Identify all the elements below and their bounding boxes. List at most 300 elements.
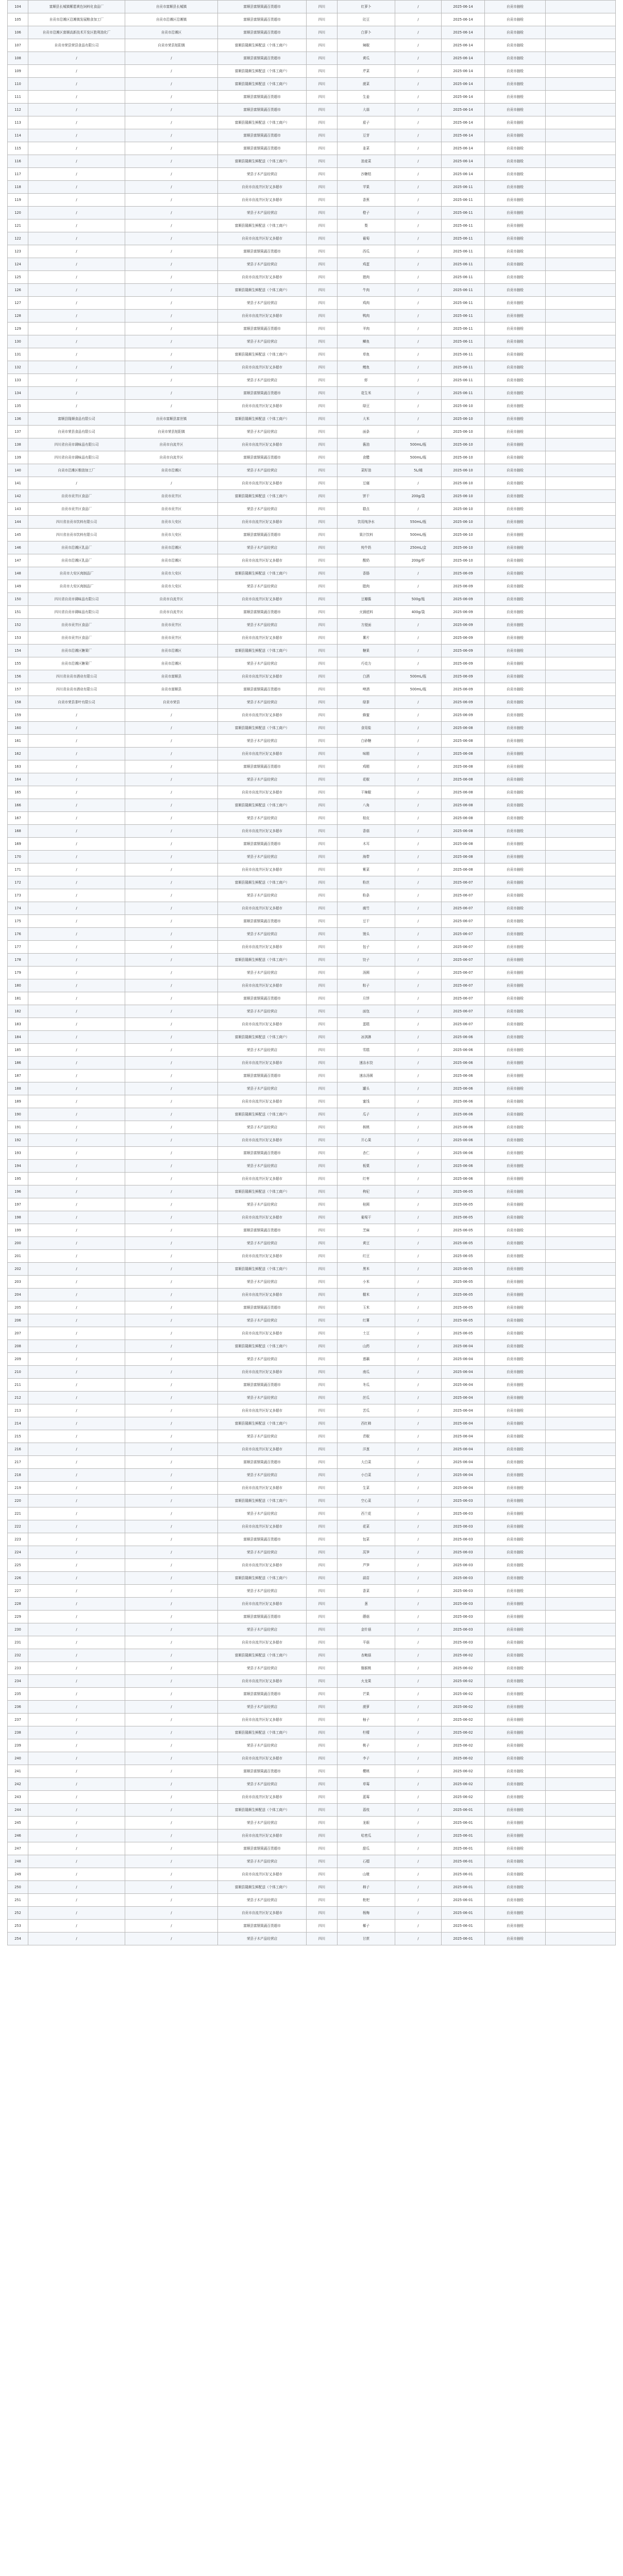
cell-manufacturer: / xyxy=(28,335,125,348)
cell-remark xyxy=(546,1404,616,1417)
cell-food-name: 梨 xyxy=(338,219,395,232)
cell-sampled-entity: 自贡市自流井区好又多超市 xyxy=(218,1752,307,1765)
cell-specification: / xyxy=(395,1340,442,1353)
cell-manufacturer: / xyxy=(28,78,125,91)
cell-manufacturer-address: / xyxy=(125,1507,218,1520)
cell-production-date: 2025-06-10 xyxy=(442,426,485,438)
cell-province: 四川 xyxy=(307,168,338,181)
cell-production-date: 2025-06-06 xyxy=(442,1134,485,1147)
cell-manufacturer-address: / xyxy=(125,838,218,851)
table-row xyxy=(8,284,616,297)
cell-manufacturer: / xyxy=(28,992,125,1005)
cell-remark xyxy=(546,1842,616,1855)
cell-province: 四川 xyxy=(307,851,338,863)
cell-specification: / xyxy=(395,1070,442,1082)
table-row xyxy=(8,541,616,554)
cell-province: 四川 xyxy=(307,181,338,194)
cell-production-date: 2025-06-03 xyxy=(442,1495,485,1507)
cell-province: 四川 xyxy=(307,39,338,52)
cell-sampled-entity: 自贡市自流井区好又多超市 xyxy=(218,1829,307,1842)
cell-manufacturer: / xyxy=(28,1353,125,1366)
cell-province: 四川 xyxy=(307,1907,338,1920)
table-row xyxy=(8,348,616,361)
table-row xyxy=(8,1482,616,1495)
cell-food-name: 绿茶 xyxy=(338,696,395,709)
cell-production-date: 2025-06-05 xyxy=(442,1301,485,1314)
cell-production-date: 2025-06-14 xyxy=(442,52,485,65)
cell-sampled-entity: 自贡市自流井区好又多超市 xyxy=(218,1675,307,1688)
cell-manufacturer-address: / xyxy=(125,1044,218,1057)
cell-province: 四川 xyxy=(307,1417,338,1430)
cell-food-name: 油麦菜 xyxy=(338,155,395,168)
cell-manufacturer: / xyxy=(28,1649,125,1662)
cell-manufacturer: / xyxy=(28,1469,125,1482)
table-row xyxy=(8,503,616,516)
cell-remark xyxy=(546,310,616,323)
cell-manufacturer-address: / xyxy=(125,271,218,284)
cell-food-name: 辣椒 xyxy=(338,39,395,52)
cell-food-name: 山楂 xyxy=(338,1868,395,1881)
table-row xyxy=(8,1031,616,1044)
cell-remark xyxy=(546,1907,616,1920)
cell-remark xyxy=(546,1276,616,1289)
cell-specification: / xyxy=(395,1417,442,1430)
cell-sequence-number: 111 xyxy=(8,91,28,104)
cell-food-name: 味精 xyxy=(338,748,395,760)
cell-production-date: 2025-06-10 xyxy=(442,400,485,413)
cell-category: 自贡市抽检 xyxy=(485,13,546,26)
cell-province: 四川 xyxy=(307,516,338,529)
table-row xyxy=(8,232,616,245)
cell-manufacturer: / xyxy=(28,1134,125,1147)
table-row xyxy=(8,1585,616,1598)
cell-production-date: 2025-06-08 xyxy=(442,812,485,825)
cell-manufacturer-address: / xyxy=(125,1276,218,1289)
cell-specification: / xyxy=(395,1263,442,1276)
table-row xyxy=(8,1752,616,1765)
cell-manufacturer-address: / xyxy=(125,773,218,786)
cell-manufacturer-address: / xyxy=(125,1907,218,1920)
cell-sequence-number: 242 xyxy=(8,1778,28,1791)
cell-category: 自贡市抽检 xyxy=(485,1804,546,1817)
cell-manufacturer: / xyxy=(28,1108,125,1121)
table-row xyxy=(8,361,616,374)
cell-sequence-number: 208 xyxy=(8,1340,28,1353)
cell-sampled-entity: 自贡市自流井区好又多超市 xyxy=(218,825,307,838)
table-row xyxy=(8,1495,616,1507)
cell-food-name: 菜籽油 xyxy=(338,464,395,477)
cell-food-name: 杨梅 xyxy=(338,1907,395,1920)
cell-remark xyxy=(546,1031,616,1044)
cell-sequence-number: 145 xyxy=(8,529,28,541)
cell-remark xyxy=(546,1430,616,1443)
cell-specification: / xyxy=(395,645,442,657)
cell-province: 四川 xyxy=(307,129,338,142)
cell-province: 四川 xyxy=(307,1353,338,1366)
cell-specification: / xyxy=(395,1250,442,1263)
cell-sequence-number: 128 xyxy=(8,310,28,323)
cell-manufacturer-address: / xyxy=(125,1817,218,1829)
cell-specification: 500mL/瓶 xyxy=(395,670,442,683)
cell-food-name: 龙眼 xyxy=(338,1817,395,1829)
cell-manufacturer: / xyxy=(28,1057,125,1070)
cell-sampled-entity: 荣县子木产品经营店 xyxy=(218,1739,307,1752)
cell-production-date: 2025-06-10 xyxy=(442,541,485,554)
cell-remark xyxy=(546,941,616,954)
cell-province: 四川 xyxy=(307,1701,338,1714)
cell-sequence-number: 125 xyxy=(8,271,28,284)
cell-food-name: 草鱼 xyxy=(338,348,395,361)
cell-production-date: 2025-06-14 xyxy=(442,65,485,78)
cell-manufacturer: 自贡市沿滩区乳品厂 xyxy=(28,554,125,567)
cell-specification: / xyxy=(395,426,442,438)
cell-category: 自贡市抽检 xyxy=(485,284,546,297)
cell-manufacturer: / xyxy=(28,65,125,78)
cell-category: 自贡市抽检 xyxy=(485,1456,546,1469)
cell-manufacturer-address: 自贡市荣县旭阳镇 xyxy=(125,39,218,52)
cell-manufacturer: / xyxy=(28,1276,125,1289)
cell-sampled-entity: 富顺县隆顺生鲜配送（个体工商户） xyxy=(218,490,307,503)
cell-specification: / xyxy=(395,619,442,632)
table-row xyxy=(8,838,616,851)
cell-province: 四川 xyxy=(307,155,338,168)
cell-specification: / xyxy=(395,1314,442,1327)
cell-province: 四川 xyxy=(307,567,338,580)
cell-production-date: 2025-06-14 xyxy=(442,26,485,39)
cell-province: 四川 xyxy=(307,529,338,541)
cell-sequence-number: 247 xyxy=(8,1842,28,1855)
cell-sequence-number: 147 xyxy=(8,554,28,567)
cell-specification: / xyxy=(395,1082,442,1095)
cell-sequence-number: 169 xyxy=(8,838,28,851)
cell-specification: / xyxy=(395,1173,442,1185)
cell-sequence-number: 165 xyxy=(8,786,28,799)
table-row xyxy=(8,490,616,503)
cell-sampled-entity: 自贡市自流井区好又多超市 xyxy=(218,1211,307,1224)
cell-province: 四川 xyxy=(307,683,338,696)
cell-remark xyxy=(546,1533,616,1546)
cell-sampled-entity: 自贡市自流井区好又多超市 xyxy=(218,1714,307,1726)
cell-sequence-number: 168 xyxy=(8,825,28,838)
cell-sampled-entity: 自贡市自流井区好又多超市 xyxy=(218,1482,307,1495)
cell-manufacturer: / xyxy=(28,232,125,245)
cell-sequence-number: 136 xyxy=(8,413,28,426)
cell-food-name: 菠萝 xyxy=(338,1701,395,1714)
cell-manufacturer: 自贡市大安区肉制品厂 xyxy=(28,567,125,580)
cell-manufacturer-address: / xyxy=(125,979,218,992)
cell-category: 自贡市抽检 xyxy=(485,1082,546,1095)
cell-specification: / xyxy=(395,696,442,709)
cell-food-name: 食用盐 xyxy=(338,722,395,735)
cell-production-date: 2025-06-07 xyxy=(442,1018,485,1031)
cell-sampled-entity: 荣县子木产品经营店 xyxy=(218,967,307,979)
table-row xyxy=(8,323,616,335)
cell-sampled-entity: 富顺县富钢果蔬百货超市 xyxy=(218,104,307,116)
cell-category: 自贡市抽检 xyxy=(485,529,546,541)
cell-specification: / xyxy=(395,735,442,748)
cell-food-name: 西兰花 xyxy=(338,1507,395,1520)
cell-sequence-number: 119 xyxy=(8,194,28,207)
cell-food-name: 红萝卜 xyxy=(338,1,395,13)
cell-manufacturer-address: / xyxy=(125,1353,218,1366)
cell-manufacturer-address: / xyxy=(125,1173,218,1185)
cell-province: 四川 xyxy=(307,1031,338,1044)
cell-specification: / xyxy=(395,1044,442,1057)
cell-food-name: 开心果 xyxy=(338,1134,395,1147)
table-row xyxy=(8,1559,616,1572)
table-row xyxy=(8,1,616,13)
cell-specification: / xyxy=(395,1829,442,1842)
cell-remark xyxy=(546,1224,616,1237)
table-row xyxy=(8,735,616,748)
cell-remark xyxy=(546,1636,616,1649)
cell-category: 自贡市抽检 xyxy=(485,451,546,464)
cell-category: 自贡市抽检 xyxy=(485,232,546,245)
cell-food-name: 甘蔗 xyxy=(338,1933,395,1945)
cell-province: 四川 xyxy=(307,915,338,928)
cell-food-name: 芹菜 xyxy=(338,65,395,78)
cell-category: 自贡市抽检 xyxy=(485,1469,546,1482)
cell-food-name: 葡萄 xyxy=(338,232,395,245)
cell-manufacturer: / xyxy=(28,323,125,335)
cell-province: 四川 xyxy=(307,1572,338,1585)
cell-province: 四川 xyxy=(307,1623,338,1636)
cell-sampled-entity: 富顺县富钢果蔬百货超市 xyxy=(218,992,307,1005)
cell-sequence-number: 193 xyxy=(8,1147,28,1160)
cell-manufacturer: / xyxy=(28,1366,125,1379)
cell-manufacturer-address: / xyxy=(125,1791,218,1804)
cell-manufacturer-address: / xyxy=(125,1301,218,1314)
cell-category: 自贡市抽检 xyxy=(485,219,546,232)
cell-manufacturer-address: / xyxy=(125,361,218,374)
cell-manufacturer-address: 自贡市沿滩区 xyxy=(125,554,218,567)
cell-sampled-entity: 荣县子木产品经营店 xyxy=(218,1855,307,1868)
table-row xyxy=(8,606,616,619)
cell-specification: / xyxy=(395,1868,442,1881)
cell-specification: / xyxy=(395,1469,442,1482)
table-row xyxy=(8,1057,616,1070)
cell-specification: / xyxy=(395,1005,442,1018)
cell-sequence-number: 137 xyxy=(8,426,28,438)
cell-specification: / xyxy=(395,348,442,361)
table-row xyxy=(8,954,616,967)
table-row xyxy=(8,310,616,323)
cell-food-name: 大蒜 xyxy=(338,104,395,116)
table-row xyxy=(8,1392,616,1404)
cell-sampled-entity: 富顺县隆顺生鲜配送（个体工商户） xyxy=(218,1881,307,1894)
cell-manufacturer: / xyxy=(28,825,125,838)
cell-sampled-entity: 富顺县隆顺生鲜配送（个体工商户） xyxy=(218,954,307,967)
cell-manufacturer: / xyxy=(28,91,125,104)
cell-category: 自贡市抽检 xyxy=(485,992,546,1005)
cell-production-date: 2025-06-09 xyxy=(442,696,485,709)
cell-province: 四川 xyxy=(307,1198,338,1211)
cell-food-name: 草莓 xyxy=(338,1778,395,1791)
cell-specification: / xyxy=(395,1611,442,1623)
cell-specification: / xyxy=(395,1675,442,1688)
cell-category: 自贡市抽检 xyxy=(485,567,546,580)
cell-manufacturer: 四川省自贡市饮料有限公司 xyxy=(28,529,125,541)
cell-province: 四川 xyxy=(307,1082,338,1095)
cell-production-date: 2025-06-06 xyxy=(442,1160,485,1173)
cell-remark xyxy=(546,696,616,709)
cell-production-date: 2025-06-01 xyxy=(442,1829,485,1842)
cell-remark xyxy=(546,181,616,194)
cell-sampled-entity: 荣县子木产品经营店 xyxy=(218,1585,307,1598)
table-row xyxy=(8,915,616,928)
cell-manufacturer-address: / xyxy=(125,760,218,773)
cell-sampled-entity: 荣县子木产品经营店 xyxy=(218,1005,307,1018)
cell-category: 自贡市抽检 xyxy=(485,477,546,490)
cell-food-name: 粉丝 xyxy=(338,876,395,889)
cell-manufacturer-address: / xyxy=(125,786,218,799)
cell-province: 四川 xyxy=(307,335,338,348)
cell-manufacturer-address: / xyxy=(125,1417,218,1430)
cell-manufacturer-address: 自贡市自流井区 xyxy=(125,438,218,451)
cell-manufacturer-address: / xyxy=(125,1611,218,1623)
cell-remark xyxy=(546,426,616,438)
cell-category: 自贡市抽检 xyxy=(485,619,546,632)
cell-sequence-number: 198 xyxy=(8,1211,28,1224)
cell-manufacturer: / xyxy=(28,1714,125,1726)
cell-sampled-entity: 富顺县富钢果蔬百货超市 xyxy=(218,26,307,39)
cell-food-name: 冬瓜 xyxy=(338,1379,395,1392)
cell-province: 四川 xyxy=(307,928,338,941)
cell-food-name: 速冻水饺 xyxy=(338,1057,395,1070)
cell-province: 四川 xyxy=(307,232,338,245)
cell-production-date: 2025-06-04 xyxy=(442,1456,485,1469)
cell-food-name: 海带 xyxy=(338,851,395,863)
cell-manufacturer-address: 自贡市自流井区 xyxy=(125,606,218,619)
cell-sequence-number: 207 xyxy=(8,1327,28,1340)
cell-specification: 200g/杯 xyxy=(395,554,442,567)
cell-manufacturer-address: 自贡市贡井区 xyxy=(125,632,218,645)
table-row xyxy=(8,722,616,735)
cell-specification: / xyxy=(395,181,442,194)
cell-production-date: 2025-06-02 xyxy=(442,1765,485,1778)
cell-category: 自贡市抽检 xyxy=(485,1611,546,1623)
cell-sequence-number: 233 xyxy=(8,1662,28,1675)
cell-category: 自贡市抽检 xyxy=(485,1894,546,1907)
cell-specification: / xyxy=(395,1366,442,1379)
cell-manufacturer-address: / xyxy=(125,1018,218,1031)
cell-province: 四川 xyxy=(307,426,338,438)
cell-production-date: 2025-06-03 xyxy=(442,1611,485,1623)
table-row xyxy=(8,258,616,271)
cell-specification: / xyxy=(395,361,442,374)
cell-manufacturer: / xyxy=(28,799,125,812)
table-row xyxy=(8,1855,616,1868)
cell-manufacturer-address: / xyxy=(125,1739,218,1752)
cell-sequence-number: 170 xyxy=(8,851,28,863)
cell-manufacturer-address: / xyxy=(125,1894,218,1907)
cell-manufacturer: 自贡市沿滩区糖果厂 xyxy=(28,657,125,670)
cell-province: 四川 xyxy=(307,863,338,876)
cell-sampled-entity: 富顺县隆顺生鲜配送（个体工商户） xyxy=(218,1726,307,1739)
cell-production-date: 2025-06-11 xyxy=(442,258,485,271)
cell-remark xyxy=(546,400,616,413)
cell-category: 自贡市抽检 xyxy=(485,1095,546,1108)
cell-province: 四川 xyxy=(307,1546,338,1559)
cell-remark xyxy=(546,773,616,786)
cell-manufacturer: / xyxy=(28,812,125,825)
cell-sampled-entity: 荣县子木产品经营店 xyxy=(218,207,307,219)
cell-production-date: 2025-06-09 xyxy=(442,657,485,670)
table-row xyxy=(8,1224,616,1237)
cell-specification: / xyxy=(395,928,442,941)
cell-province: 四川 xyxy=(307,400,338,413)
table-row xyxy=(8,979,616,992)
cell-specification: / xyxy=(395,773,442,786)
cell-manufacturer: / xyxy=(28,1636,125,1649)
cell-sampled-entity: 荣县子木产品经营店 xyxy=(218,1817,307,1829)
cell-sampled-entity: 自贡市自流井区好又多超市 xyxy=(218,181,307,194)
cell-manufacturer-address: / xyxy=(125,1623,218,1636)
cell-category: 自贡市抽检 xyxy=(485,1778,546,1791)
cell-sampled-entity: 荣县子木产品经营店 xyxy=(218,773,307,786)
cell-sequence-number: 188 xyxy=(8,1082,28,1095)
cell-sequence-number: 112 xyxy=(8,104,28,116)
table-row xyxy=(8,529,616,541)
cell-specification: / xyxy=(395,967,442,979)
cell-sequence-number: 241 xyxy=(8,1765,28,1778)
cell-remark xyxy=(546,1250,616,1263)
cell-sampled-entity: 富顺县富钢果蔬百货超市 xyxy=(218,1765,307,1778)
cell-sequence-number: 113 xyxy=(8,116,28,129)
cell-province: 四川 xyxy=(307,1392,338,1404)
cell-category: 自贡市抽检 xyxy=(485,91,546,104)
cell-manufacturer-address: / xyxy=(125,1469,218,1482)
table-row xyxy=(8,387,616,400)
cell-sampled-entity: 荣县子木产品经营店 xyxy=(218,657,307,670)
cell-province: 四川 xyxy=(307,503,338,516)
cell-province: 四川 xyxy=(307,1121,338,1134)
cell-food-name: 大米 xyxy=(338,413,395,426)
cell-manufacturer: / xyxy=(28,786,125,799)
cell-specification: / xyxy=(395,876,442,889)
cell-remark xyxy=(546,413,616,426)
cell-sampled-entity: 自贡市自流井区好又多超市 xyxy=(218,1289,307,1301)
cell-category: 自贡市抽检 xyxy=(485,1070,546,1082)
cell-remark xyxy=(546,799,616,812)
cell-manufacturer-address: / xyxy=(125,142,218,155)
cell-manufacturer-address: / xyxy=(125,992,218,1005)
cell-manufacturer: 自贡市沿滩区沿滩镇发展粮食加工厂 xyxy=(28,13,125,26)
cell-manufacturer: 自贡市沿滩区粮油加工厂 xyxy=(28,464,125,477)
table-row xyxy=(8,799,616,812)
cell-remark xyxy=(546,1701,616,1714)
cell-sequence-number: 189 xyxy=(8,1095,28,1108)
cell-category: 自贡市抽检 xyxy=(485,541,546,554)
cell-food-name: 豆腐 xyxy=(338,477,395,490)
cell-province: 四川 xyxy=(307,1173,338,1185)
cell-province: 四川 xyxy=(307,632,338,645)
cell-category: 自贡市抽检 xyxy=(485,1546,546,1559)
cell-food-name: 白酒 xyxy=(338,670,395,683)
cell-sequence-number: 191 xyxy=(8,1121,28,1134)
cell-manufacturer-address: / xyxy=(125,1829,218,1842)
cell-category: 自贡市抽检 xyxy=(485,876,546,889)
cell-specification: / xyxy=(395,78,442,91)
cell-manufacturer-address: / xyxy=(125,168,218,181)
cell-production-date: 2025-06-11 xyxy=(442,219,485,232)
cell-manufacturer-address: / xyxy=(125,1147,218,1160)
cell-manufacturer: / xyxy=(28,168,125,181)
table-row xyxy=(8,1173,616,1185)
cell-production-date: 2025-06-10 xyxy=(442,554,485,567)
cell-sequence-number: 173 xyxy=(8,889,28,902)
cell-production-date: 2025-06-03 xyxy=(442,1559,485,1572)
